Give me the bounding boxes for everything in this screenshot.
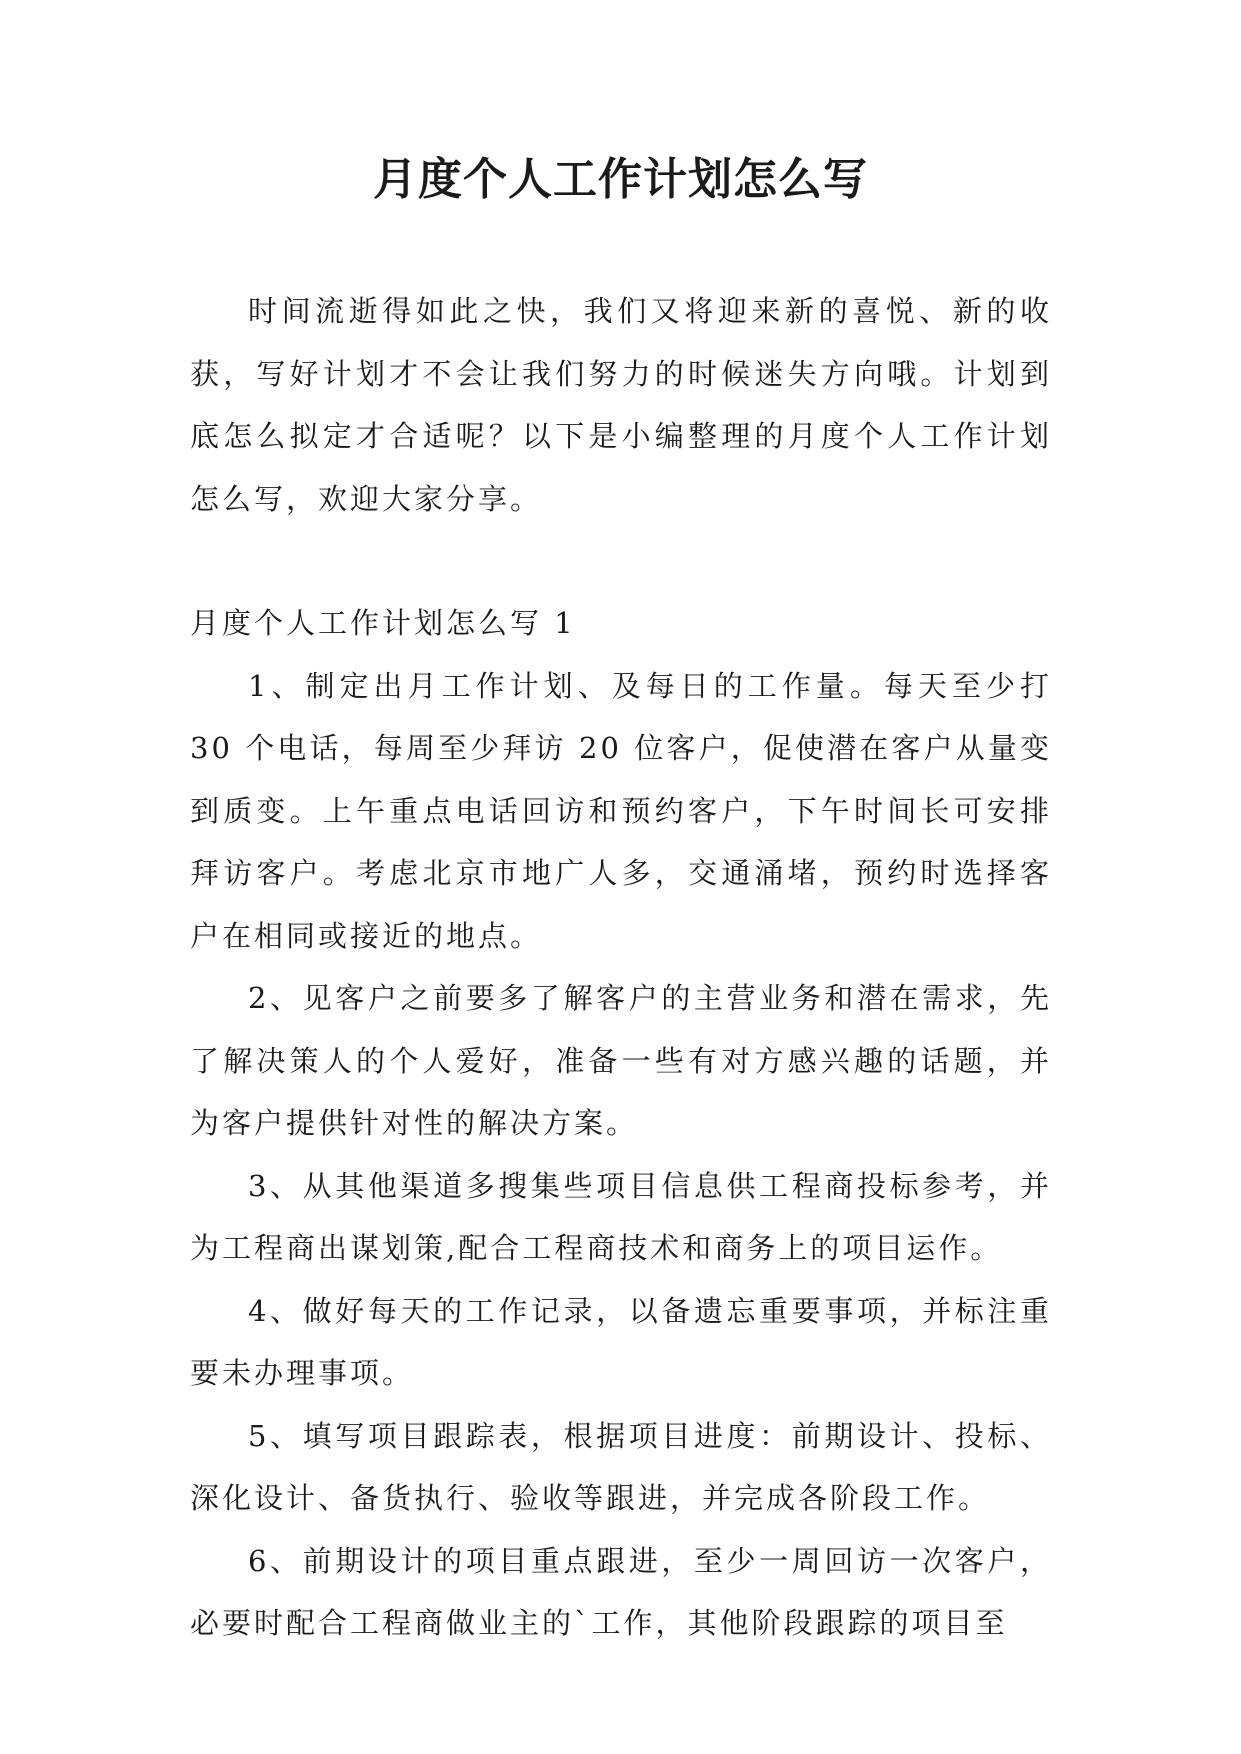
intro-paragraph: 时间流逝得如此之快，我们又将迎来新的喜悦、新的收获，写好计划才不会让我们努力的时候迷失方向哦。计划到底怎么拟定才合适呢？以下是小编整理的月度个人工作计划怎么写，欢迎大家分享。 <box>190 294 1052 516</box>
plan-item-2: 2、见客户之前要多了解客户的主营业务和潜在需求，先了解决策人的个人爱好，准备一些有对方感兴趣的话题，并为客户提供针对性的解决方案。 <box>190 981 1052 1140</box>
plan-item-5: 5、填写项目跟踪表，根据项目进度：前期设计、投标、深化设计、备货执行、验收等跟进，并完成各阶段工作。 <box>190 1418 1052 1515</box>
plan-item-6: 6、前期设计的项目重点跟进，至少一周回访一次客户，必要时配合工程商做业主的`工作，其他阶段跟踪的项目至 <box>190 1543 1052 1640</box>
document-title: 月度个人工作计划怎么写 <box>373 154 868 205</box>
plan-item-1: 1、制定出月工作计划、及每日的工作量。每天至少打 30 个电话，每周至少拜访 20 位客户，促使潜在客户从量变到质变。上午重点电话回访和预约客户，下午时间长可安排拜访客户。考虑北京市地广人多，交通涌堵，预约时选择客户在相同或接近的地点。 <box>190 668 1052 953</box>
document-body <box>190 280 1052 1655</box>
section-heading: 月度个人工作计划怎么写 1 <box>190 606 576 640</box>
plan-item-4: 4、做好每天的工作记录，以备遗忘重要事项，并标注重要未办理事项。 <box>190 1293 1052 1390</box>
plan-item-3: 3、从其他渠道多搜集些项目信息供工程商投标参考，并为工程商出谋划策,配合工程商技术和商务上的项目运作。 <box>190 1168 1052 1265</box>
